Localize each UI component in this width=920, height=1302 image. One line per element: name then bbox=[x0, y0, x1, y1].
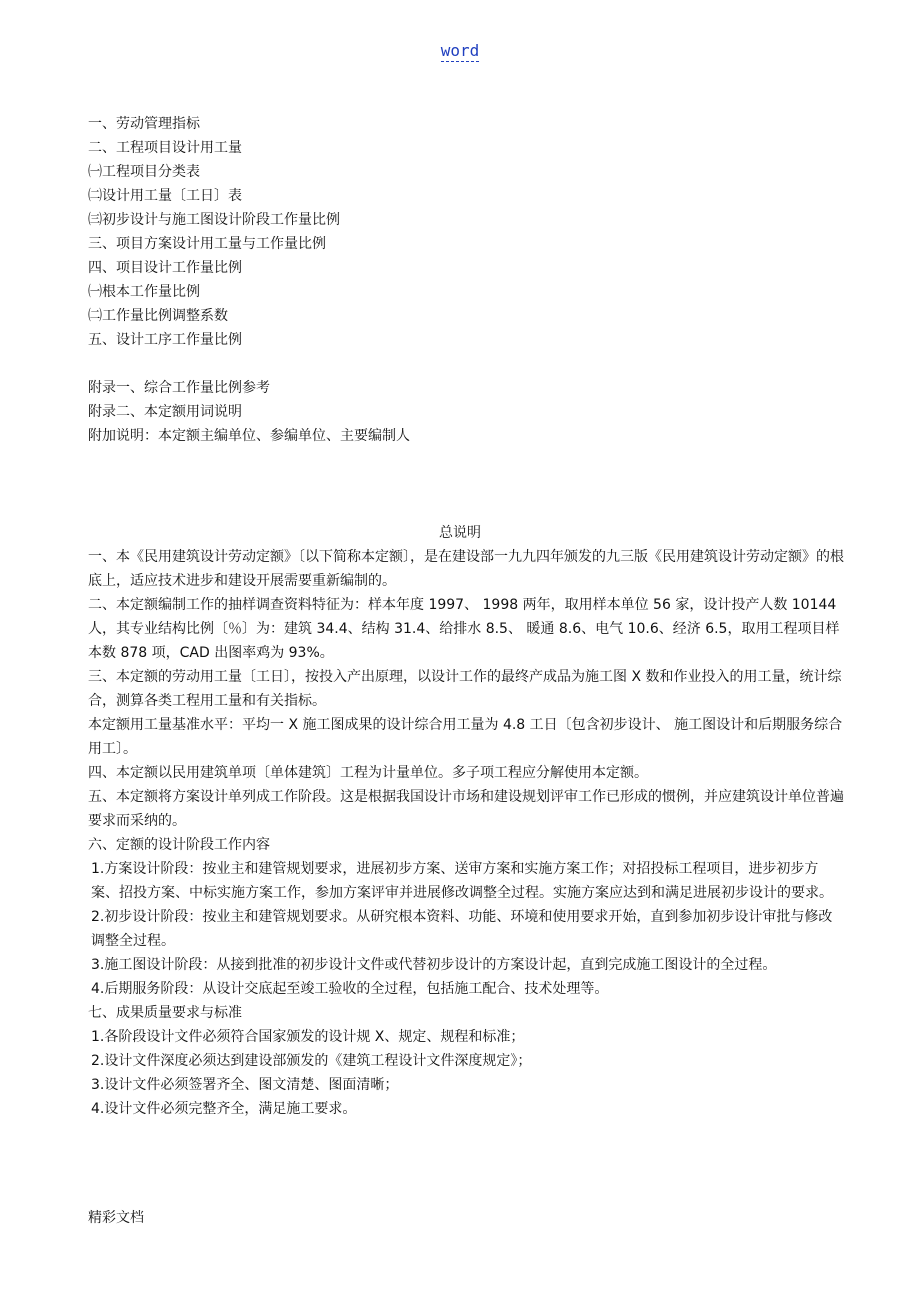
stage-item: 2.初步设计阶段：按业主和建管规划要求。从研究根本资料、功能、环境和使用要求开始，直到参加初步设计审批与修改调整全过程。 bbox=[91, 909, 833, 949]
toc-item: 三、项目方案设计用工量与工作量比例 bbox=[88, 236, 326, 252]
toc-spacer bbox=[88, 352, 848, 376]
section-title: 总说明 bbox=[439, 525, 481, 541]
stage-item: 1.方案设计阶段：按业主和建管规划要求，进展初步方案、送审方案和实施方案工作；对招投标工程项目，进步初步方案、招投方案、中标实施方案工作，参加方案评审并进展修改调整全过程。实施方案应达到和满足进展初步设计的要求。 bbox=[91, 861, 833, 901]
toc-item: ㈡设计用工量〔工日〕表 bbox=[88, 188, 242, 204]
quality-item: 3.设计文件必须签署齐全、图文清楚、图面清晰； bbox=[91, 1077, 399, 1093]
toc-item: 二、工程项目设计用工量 bbox=[88, 140, 242, 156]
stage-item: 4.后期服务阶段：从设计交底起至竣工验收的全过程，包括施工配合、技术处理等。 bbox=[91, 981, 609, 997]
toc-item: ㈠工程项目分类表 bbox=[88, 164, 200, 180]
paragraph: 本定额用工量基准水平：平均一 X 施工图成果的设计综合用工量为 4.8 工日〔包含初步设计、 施工图设计和后期服务综合用工〕。 bbox=[88, 717, 843, 757]
toc-item: 四、项目设计工作量比例 bbox=[88, 260, 242, 276]
paragraph: 五、本定额将方案设计单列成工作阶段。这是根据我国设计市场和建设规划评审工作已形成的惯例，并应建筑设计单位普遍要求而采纳的。 bbox=[88, 789, 844, 829]
toc-item: 一、劳动管理指标 bbox=[88, 116, 200, 132]
quality-item: 1.各阶段设计文件必须符合国家颁发的设计规 X、规定、规程和标准； bbox=[91, 1029, 525, 1045]
quality-heading: 七、成果质量要求与标准 bbox=[88, 1005, 242, 1021]
toc-item: ㈡工作量比例调整系数 bbox=[88, 308, 228, 324]
toc-appendix-item: 附录一、综合工作量比例参考 bbox=[88, 380, 270, 396]
paragraph: 四、本定额以民用建筑单项〔单体建筑〕工程为计量单位。多子项工程应分解使用本定额。 bbox=[88, 765, 648, 781]
toc-item: ㈢初步设计与施工图设计阶段工作量比例 bbox=[88, 212, 340, 228]
toc-item: ㈠根本工作量比例 bbox=[88, 284, 200, 300]
paragraph: 六、定额的设计阶段工作内容 bbox=[88, 837, 270, 853]
paragraph: 一、本《民用建筑设计劳动定额》〔以下简称本定额〕，是在建设部一九九四年颁发的九三版《民用建筑设计劳动定额》的根底上，适应技术进步和建设开展需要重新编制的。 bbox=[88, 549, 844, 589]
toc-item: 五、设计工序工作量比例 bbox=[88, 332, 242, 348]
stage-item: 3.施工图设计阶段：从接到批准的初步设计文件或代替初步设计的方案设计起，直到完成施工图设计的全过程。 bbox=[91, 957, 777, 973]
quality-item: 2.设计文件深度必须达到建设部颁发的《建筑工程设计文件深度规定》； bbox=[91, 1053, 532, 1069]
general-description bbox=[88, 545, 844, 1121]
table-of-contents bbox=[88, 112, 848, 448]
toc-appendix-item: 附录二、本定额用词说明 bbox=[88, 404, 242, 420]
header-word-text[interactable]: word bbox=[440, 41, 480, 60]
paragraph: 三、本定额的劳动用工量〔工日〕，按投入产出原理，以设计工作的最终产成品为施工图 X 数和作业投入的用工量，统计综合，测算各类工程用工量和有关指标。 bbox=[88, 669, 842, 709]
quality-item: 4.设计文件必须完整齐全，满足施工要求。 bbox=[91, 1101, 357, 1117]
footer-text: 精彩文档 bbox=[88, 1210, 144, 1226]
toc-appendix-item: 附加说明：本定额主编单位、参编单位、主要编制人 bbox=[88, 428, 410, 444]
header-word-link[interactable] bbox=[0, 40, 920, 62]
paragraph: 二、本定额编制工作的抽样调查资料特征为：样本年度 1997、 1998 两年，取用样本单位 56 家，设计投产人数 10144 人，其专业结构比例〔％〕为：建筑 34.4、结构 31.4、给排水 8.5、 暖通 8.6、电气 10.6、经济 6.5，取用工程项目样本数 878 项，CAD 出图率鸡为 93%。 bbox=[88, 597, 840, 661]
